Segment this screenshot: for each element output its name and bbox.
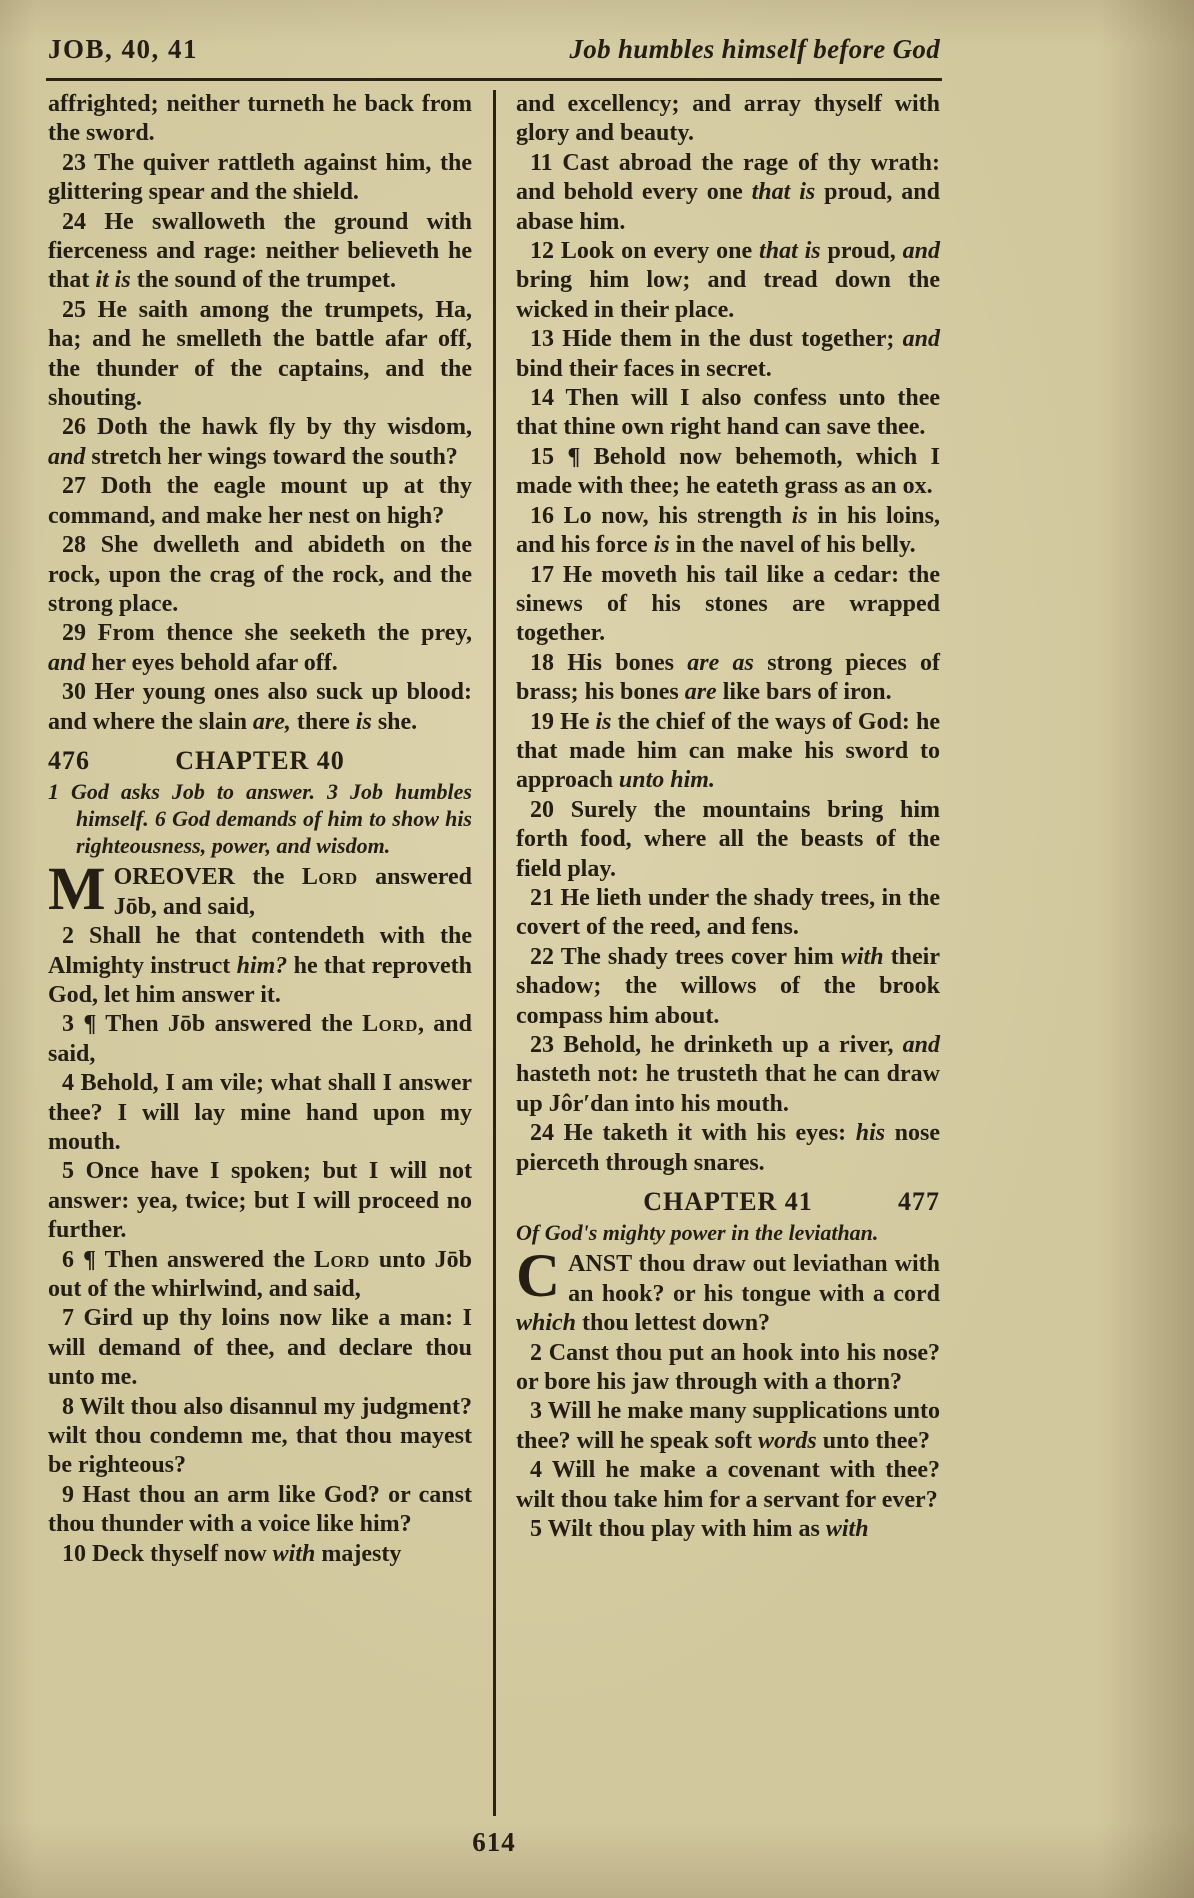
small-caps-lord: Lord <box>362 1011 418 1038</box>
verse-paragraph: 21 He lieth under the shady trees, in the covert of the reed, and fens. <box>516 884 940 941</box>
chapter-page-number-left: 476 <box>48 745 90 775</box>
verse-paragraph: 20 Surely the mountains bring him forth food, where all the beasts of the field play. <box>516 796 940 882</box>
verse-paragraph: 9 Hast thou an arm like God? or canst thou thunder with a voice like him? <box>48 1481 472 1538</box>
verse-paragraph: 27 Doth the eagle mount up at thy command, and make her nest on high? <box>48 473 472 529</box>
verse-paragraph: 25 He saith among the trumpets, Ha, ha; and he smelleth the battle afar off, the thunder of the captains, and the shouting. <box>48 296 472 412</box>
small-caps-lord: Lord <box>301 864 358 891</box>
header-rule <box>46 78 942 81</box>
text-columns <box>48 90 940 1816</box>
column-divider <box>493 90 496 1816</box>
chapter-summary: Of God's mighty power in the leviathan. <box>516 1220 879 1246</box>
verse-paragraph: 6 ¶ Then answered the Lord unto Jōb out of the whirlwind, and said, <box>48 1246 472 1303</box>
verse-paragraph: 17 He moveth his tail like a cedar: the sinews of his stones are wrapped together. <box>516 561 940 647</box>
verse-paragraph: 15 ¶ Behold now behemoth, which I made with thee; he eateth grass as an ox. <box>516 443 940 500</box>
verse-paragraph: 3 ¶ Then Jōb answered the Lord, and said, <box>48 1011 472 1067</box>
verse-paragraph: 8 Wilt thou also disannul my judgment? wilt thou condemn me, that thou mayest be righteous? <box>48 1393 472 1479</box>
verse-paragraph: 7 Gird up thy loins now like a man: I will demand of thee, and declare thou unto me. <box>48 1305 472 1391</box>
chapter-heading <box>516 1187 940 1216</box>
continuation-paragraph: affrighted; neither turneth he back from the sword. <box>48 91 472 147</box>
drop-cap: M <box>48 856 106 924</box>
verse-paragraph: 12 Look on every one that is proud, and bring him low; and tread down the wicked in their place. <box>516 238 940 323</box>
drop-cap: C <box>516 1243 561 1311</box>
chapter-heading <box>48 746 472 775</box>
left-column <box>48 90 472 1816</box>
header-book-reference: JOB, 40, 41 <box>48 34 199 64</box>
verse-paragraph: 11 Cast abroad the rage of thy wrath: and behold every one that is proud, and abase him. <box>516 149 940 235</box>
verse-paragraph: 5 Wilt thou play with him as with <box>530 1516 869 1543</box>
verse-paragraph: MOREOVER the Lord answered Jōb, and said, <box>48 856 473 924</box>
page-header <box>48 34 940 65</box>
continuation-paragraph: and excellency; and array thyself with glory and beauty. <box>516 91 940 147</box>
right-column <box>516 90 940 1816</box>
verse-paragraph: 13 Hide them in the dust together; and bind their faces in secret. <box>516 326 940 382</box>
verse-paragraph: CANST thou draw out leviathan with an hook? or his tongue with a cord which thou lettest down? <box>516 1243 940 1337</box>
chapter-title: CHAPTER 41 <box>643 1187 813 1217</box>
verse-paragraph: 4 Behold, I am vile; what shall I answer thee? I will lay mine hand upon my mouth. <box>48 1070 472 1155</box>
verse-paragraph: 24 He swalloweth the ground with fierceness and rage: neither believeth he that it is the sound of the trumpet. <box>48 208 472 294</box>
verse-paragraph: 5 Once have I spoken; but I will not answer: yea, twice; but I will proceed no further. <box>48 1158 472 1244</box>
verse-paragraph: 10 Deck thyself now with majesty <box>62 1540 402 1567</box>
verse-paragraph: 16 Lo now, his strength is in his loins, and his force is in the navel of his belly. <box>516 502 940 559</box>
verse-paragraph: 26 Doth the hawk fly by thy wisdom, and stretch her wings toward the south? <box>48 414 472 470</box>
verse-paragraph: 19 He is the chief of the ways of God: he that made him can make his sword to approach unto him. <box>516 708 940 794</box>
chapter-summary: 1 God asks Job to answer. 3 Job humbles himself. 6 God demands of him to show his righteousness, power, and wisdom. <box>48 779 472 859</box>
verse-paragraph: 3 Will he make many supplications unto thee? will he speak soft words unto thee? <box>516 1398 940 1454</box>
verse-paragraph: 18 His bones are as strong pieces of brass; his bones are like bars of iron. <box>516 649 940 706</box>
chapter-page-number-right: 477 <box>898 1187 940 1217</box>
verse-paragraph: 4 Will he make a covenant with thee? wilt thou take him for a servant for ever? <box>516 1457 940 1513</box>
verse-paragraph: 24 He taketh it with his eyes: his nose pierceth through snares. <box>516 1120 940 1176</box>
verse-paragraph: 22 The shady trees cover him with their shadow; the willows of the brook compass him about. <box>516 943 940 1029</box>
header-running-title: Job humbles himself before God <box>569 34 940 64</box>
verse-paragraph: 2 Canst thou put an hook into his nose? or bore his jaw through with a thorn? <box>516 1339 940 1396</box>
verse-paragraph: 2 Shall he that contendeth with the Almighty instruct him? he that reproveth God, let him answer it. <box>48 923 473 1008</box>
small-caps-lord: Lord <box>314 1246 370 1273</box>
verse-paragraph: 23 The quiver rattleth against him, the glittering spear and the shield. <box>48 149 472 206</box>
verse-paragraph: 30 Her young ones also suck up blood: and where the slain are, there is she. <box>48 679 472 735</box>
verse-paragraph: 28 She dwelleth and abideth on the rock, upon the crag of the rock, and the strong place. <box>48 532 472 617</box>
verse-paragraph: 29 From thence she seeketh the prey, and her eyes behold afar off. <box>48 620 472 676</box>
verse-paragraph: 23 Behold, he drinketh up a river, and hasteth not: he trusteth that he can draw up Jôr′dan into his mouth. <box>516 1032 940 1117</box>
folio-page-number: 614 <box>472 1827 516 1857</box>
chapter-title: CHAPTER 40 <box>175 745 345 775</box>
page-footer <box>48 1827 940 1858</box>
verse-paragraph: 14 Then will I also confess unto thee that thine own right hand can save thee. <box>516 385 940 441</box>
